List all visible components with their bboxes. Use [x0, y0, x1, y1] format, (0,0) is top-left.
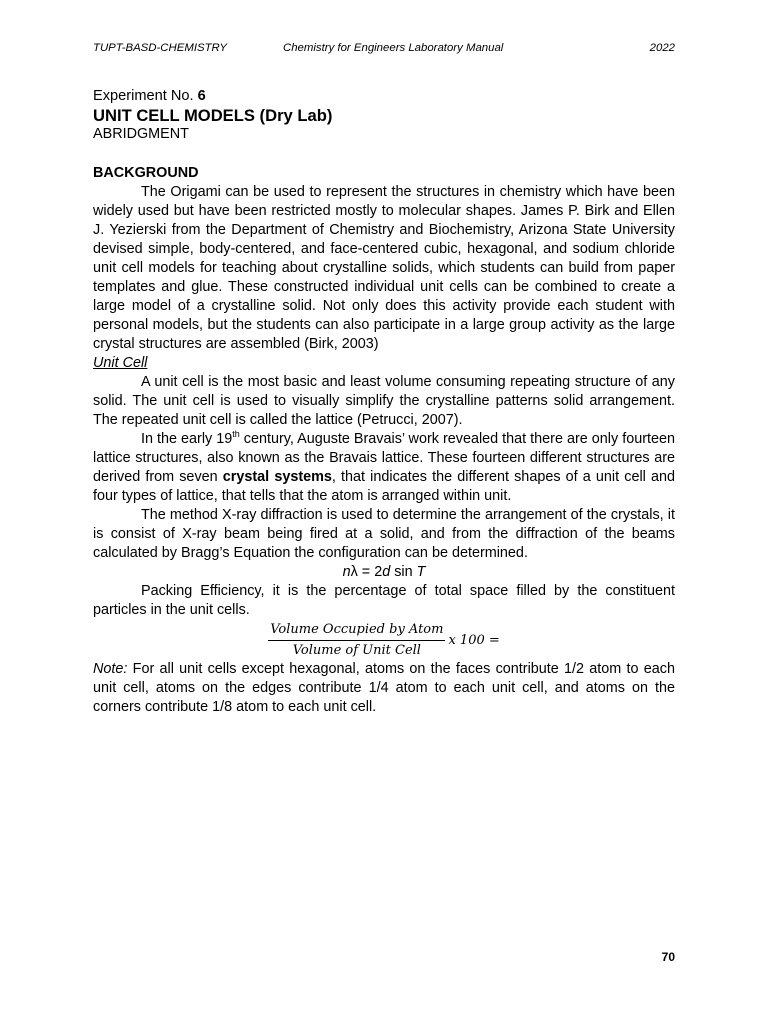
- unit-cell-paragraph: A unit cell is the most basic and least volume consuming repeating structure of any solid. The unit cell is used to visually simplify the crystalline patterns solid arrangement. The repeated unit cell is called the lattice (Petrucci, 2007).: [93, 374, 675, 428]
- bragg-equation: nλ = 2d sin T: [342, 564, 426, 580]
- packing-efficiency-paragraph: Packing Efficiency, it is the percentage of total space filled by the constituent particles in the unit cells.: [93, 583, 675, 618]
- header-right: 2022: [649, 42, 675, 54]
- xray-paragraph: The method X-ray diffraction is used to determine the arrangement of the crystals, it is consist of X-ray beam being fired at a solid, and from the diffraction of the beams calculated by Bragg’s Equation the configuration can be determined.: [93, 507, 675, 561]
- experiment-subtitle: ABRIDGMENT: [93, 126, 189, 142]
- formula-numerator: Volume Occupied by Atom: [268, 622, 445, 641]
- header-center: Chemistry for Engineers Laboratory Manual: [283, 42, 504, 54]
- experiment-title: UNIT CELL MODELS (Dry Lab): [93, 106, 333, 125]
- note-paragraph: Note: For all unit cells except hexagonal, atoms on the faces contribute 1/2 atom to each unit cell, atoms on the edges contribute 1/4 atom to each unit cell, and atoms on the corners contribute 1/8 atom to each unit cell.: [93, 661, 675, 715]
- header-left: TUPT-BASD-CHEMISTRY: [93, 42, 227, 54]
- page-content: [93, 87, 675, 717]
- unit-cell-heading: Unit Cell: [93, 355, 148, 371]
- bravais-paragraph: In the early 19th century, Auguste Bravais’ work revealed that there are only fourteen lattice structures, also known as the Bravais lattice. These fourteen different structures are derived from seven crystal systems, that indicates the different shapes of a unit cell and four types of lattice, that tells that the atom is arranged within unit.: [93, 429, 675, 504]
- formula-fraction: [268, 622, 445, 659]
- background-heading: BACKGROUND: [93, 165, 199, 181]
- page-number: 70: [661, 950, 675, 964]
- formula-multiplier: x 100 =: [448, 632, 500, 648]
- background-paragraph-1: The Origami can be used to represent the structures in chemistry which have been widely used but have been restricted mostly to molecular shapes. James P. Birk and Ellen J. Yezierski from the Department of Chemistry and Biochemistry, Arizona State University devised simple, body-centered, and face-centered cubic, hexagonal, and sodium chloride unit cell models for teaching about crystalline solids, which students can build from paper templates and glue. These constructed individual unit cells can be combined to create a large model of a crystalline solid. Not only does this activity provide each student with personal models, but the students can also participate in a large group activity as the large crystal structures are assembled (Birk, 2003): [93, 184, 675, 352]
- experiment-number: Experiment No. 6: [93, 88, 206, 104]
- packing-efficiency-formula: [93, 620, 675, 660]
- formula-denominator: Volume of Unit Cell: [292, 642, 421, 658]
